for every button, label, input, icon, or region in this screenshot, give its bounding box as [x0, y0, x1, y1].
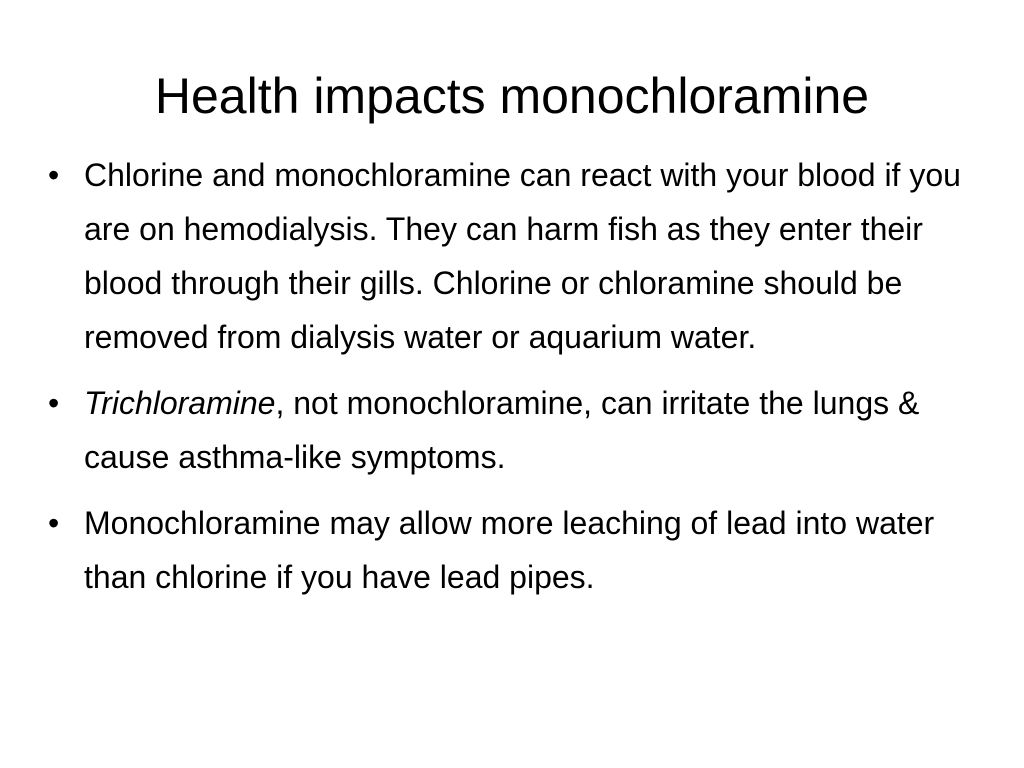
- bullet-item-1: [48, 148, 978, 364]
- bullet-dot-icon: •: [48, 505, 60, 541]
- bullet-text-body: Chlorine and monochloramine can react with your blood if you are on hemodialysis. They can harm fish as they enter their blood through their gills. Chlorine or chloramine should be removed from dialysis water or aquarium water.: [84, 157, 961, 355]
- bullet-text: [84, 385, 919, 475]
- bullet-text-body: , not monochloramine, can irritate the lungs & cause asthma-like symptoms.: [84, 385, 920, 475]
- bullet-item-2: [48, 376, 978, 484]
- slide-title: Health impacts monochloramine: [154, 68, 870, 124]
- bullet-list: [48, 148, 978, 616]
- bullet-dot-icon: •: [48, 157, 60, 193]
- bullet-text-body: Monochloramine may allow more leaching of lead into water than chlorine if you have lead pipes.: [84, 505, 935, 595]
- bullet-text: [84, 505, 934, 595]
- bullet-item-3: [48, 496, 978, 604]
- bullet-text: [84, 157, 961, 355]
- bullet-italic-term: Trichloramine: [84, 385, 276, 421]
- bullet-dot-icon: •: [48, 385, 60, 421]
